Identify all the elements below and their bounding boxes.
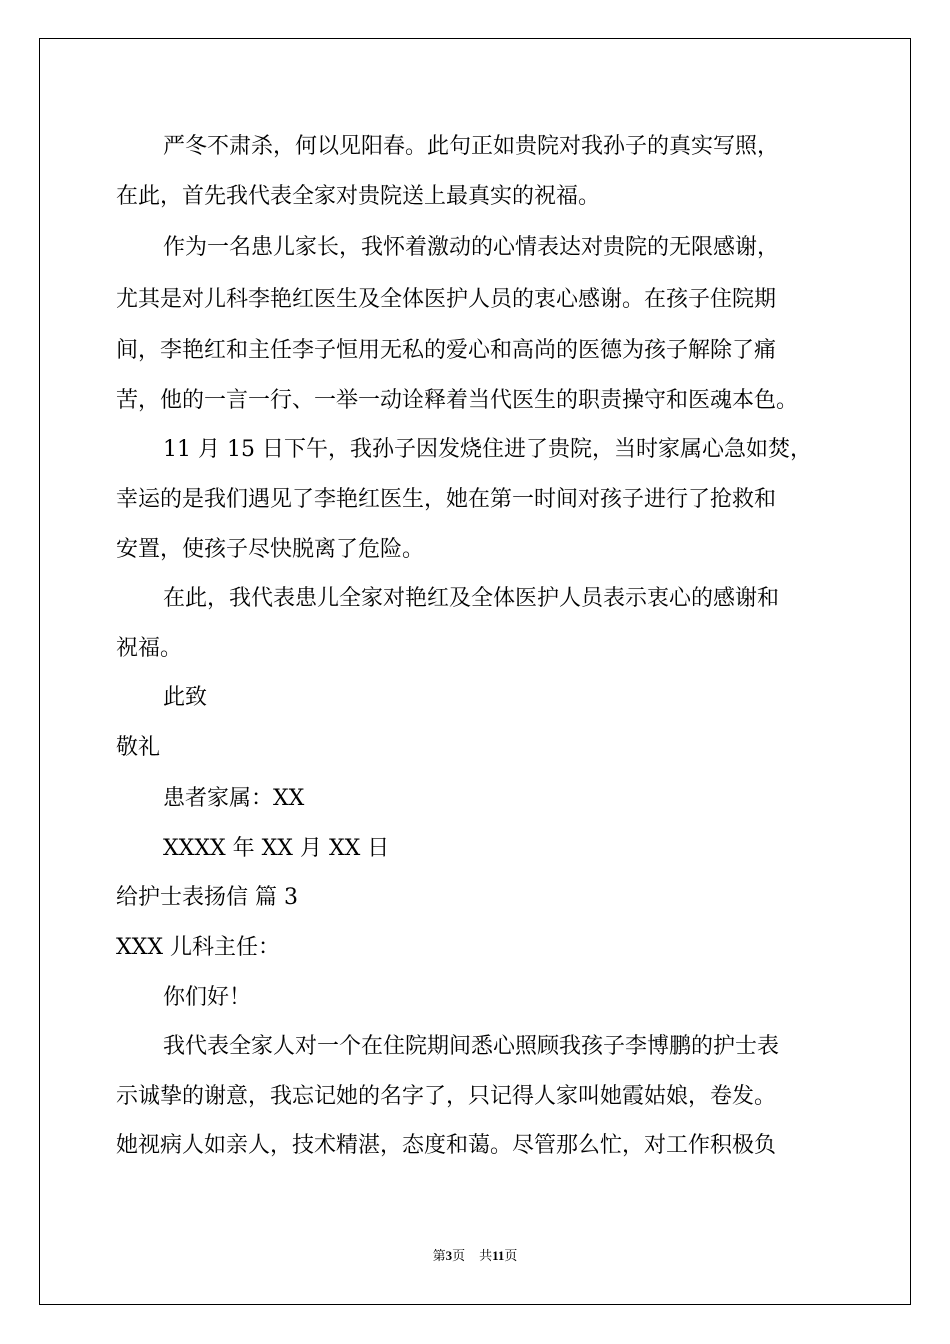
paragraph-line: 她视病人如亲人，技术精湛，态度和蔼。尽管那么忙，对工作积极负	[116, 1133, 777, 1158]
date-line: XXXX 年 XX 月 XX 日	[163, 836, 390, 861]
closing-salutation: 此致	[163, 685, 208, 710]
paragraph-line: 示诚挚的谢意，我忘记她的名字了，只记得人家叫她霞姑娘，卷发。	[116, 1084, 777, 1109]
paragraph-line: 苦，他的一言一行、一举一动诠释着当代医生的职责操守和医魂本色。	[116, 388, 799, 413]
total-prefix: 共	[479, 1248, 493, 1263]
paragraph-line: 间，李艳红和主任李子恒用无私的爱心和高尚的医德为孩子解除了痛	[116, 338, 777, 363]
total-suffix: 页	[504, 1248, 518, 1263]
page-border	[39, 38, 911, 1305]
paragraph-line: 幸运的是我们遇见了李艳红医生，她在第一时间对孩子进行了抢救和	[116, 487, 777, 512]
section-title: 给护士表扬信 篇 3	[116, 885, 298, 910]
paragraph-line: 严冬不肃杀，何以见阳春。此句正如贵院对我孙子的真实写照，	[163, 134, 780, 159]
page-prefix: 第	[432, 1248, 446, 1263]
paragraph-line: 我代表全家人对一个在住院期间悉心照顾我孩子李博鹏的护士表	[163, 1034, 780, 1059]
paragraph-line: 祝福。	[116, 636, 183, 661]
paragraph-line: 在此，首先我代表全家对贵院送上最真实的祝福。	[116, 184, 601, 209]
total-pages: 11	[492, 1248, 505, 1263]
page-number: 3	[445, 1248, 453, 1263]
closing-regards: 敬礼	[116, 735, 161, 760]
paragraph-line: 11 月 15 日下午，我孙子因发烧住进了贵院，当时家属心急如焚，	[163, 437, 812, 462]
paragraph-line: 作为一名患儿家长，我怀着激动的心情表达对贵院的无限感谢，	[163, 235, 780, 260]
paragraph-line: 尤其是对儿科李艳红医生及全体医护人员的衷心感谢。在孩子住院期	[116, 287, 777, 312]
page-suffix: 页	[452, 1248, 466, 1263]
signature-line: 患者家属：XX	[163, 786, 305, 811]
page-footer	[0, 1245, 950, 1264]
paragraph-line: 在此，我代表患儿全家对艳红及全体医护人员表示衷心的感谢和	[163, 586, 780, 611]
paragraph-line: 安置，使孩子尽快脱离了危险。	[116, 537, 425, 562]
letter-recipient: XXX 儿科主任：	[116, 935, 280, 960]
greeting-line: 你们好！	[163, 985, 252, 1010]
